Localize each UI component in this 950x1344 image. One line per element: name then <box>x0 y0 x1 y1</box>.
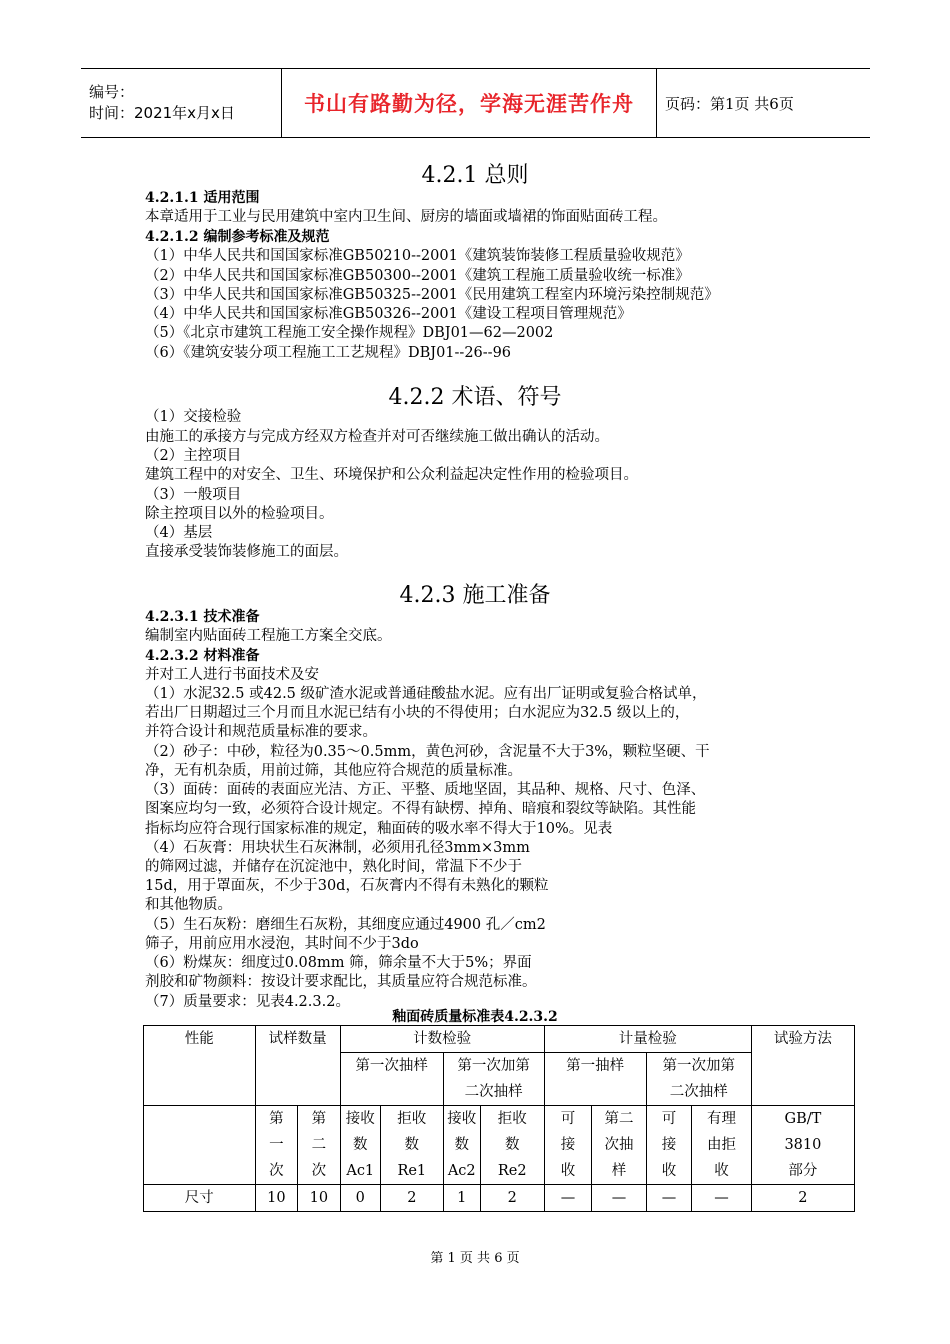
term-line: 直接承受装饰装修施工的面层。 <box>145 544 348 560</box>
reference-item: （2）中华人民共和国国家标准GB50300--2001《建筑工程施工质量验收统一标准》 <box>145 268 690 284</box>
section-title-422: 4.2.2 术语、符号 <box>388 385 562 410</box>
subheading-4231: 4.2.3.1 技术准备 <box>145 609 260 625</box>
table-cell: 第二 次抽 样 <box>592 1106 646 1185</box>
table-cell: 第 一 次 <box>255 1106 298 1185</box>
material-line: （4）石灰膏：用块状生石灰淋制，必须用孔径3mm×3mm <box>145 840 530 856</box>
table-cell: — <box>544 1185 592 1212</box>
table-row <box>144 1185 855 1212</box>
table-subheader-row <box>144 1106 855 1185</box>
term-line: （1）交接检验 <box>145 409 242 425</box>
term-line: 建筑工程中的对安全、卫生、环境保护和公众利益起决定性作用的检验项目。 <box>145 467 638 483</box>
col-header-second-sampling: 第一次加第 二次抽样 <box>443 1053 544 1106</box>
term-line: （2）主控项目 <box>145 448 242 464</box>
header-meta <box>81 69 282 137</box>
table-cell: 10 <box>255 1185 298 1212</box>
col-header-first-sampling: 第一次抽样 <box>340 1053 443 1106</box>
table-cell: 尺寸 <box>144 1185 256 1212</box>
material-line: 图案应均匀一致，必须符合设计规定。不得有缺楞、掉角、暗痕和裂纹等缺陷。其性能 <box>145 801 696 817</box>
table-cell: — <box>692 1185 752 1212</box>
table-cell: 有理 由拒 收 <box>692 1106 752 1185</box>
table-cell: 2 <box>751 1185 854 1212</box>
subheading-4232: 4.2.3.2 材料准备 <box>145 648 260 664</box>
reference-item: （5）《北京市建筑工程施工安全操作规程》DBJ01—62—2002 <box>145 325 554 341</box>
subheading-4211: 4.2.1.1 适用范围 <box>145 190 260 206</box>
material-line: 净，无有机杂质，用前过筛，其他应符合规范的质量标准。 <box>145 763 522 779</box>
table-cell: 可 接 收 <box>646 1106 692 1185</box>
material-line: 15d，用于罩面灰，不少于30d，石灰膏内不得有未熟化的颗粒 <box>145 878 549 894</box>
col-header-sample-qty: 试样数量 <box>255 1026 340 1106</box>
table-cell: 0 <box>340 1185 380 1212</box>
table-header-row <box>144 1026 855 1053</box>
page-footer: 第 1 页 共 6 页 <box>430 1251 520 1266</box>
material-line: 剂胶和矿物颜料：按设计要求配比，其质量应符合规范标准。 <box>145 974 537 990</box>
quality-standard-table <box>143 1025 855 1212</box>
reference-item: （4）中华人民共和国国家标准GB50326--2001《建设工程项目管理规范》 <box>145 306 632 322</box>
table-cell: 10 <box>298 1185 341 1212</box>
header-motto-cell <box>282 69 657 137</box>
reference-item: （6）《建筑安装分项工程施工工艺规程》DBJ01--26--96 <box>145 345 512 361</box>
table-cell: 2 <box>480 1185 544 1212</box>
page-header <box>81 68 870 138</box>
col-header-measure-inspection: 计量检验 <box>544 1026 751 1053</box>
paragraph-scope: 本章适用于工业与民用建筑中室内卫生间、厨房的墙面或墙裙的饰面贴面砖工程。 <box>145 209 667 225</box>
doc-number-label: 编号： <box>89 83 135 101</box>
reference-item: （1）中华人民共和国国家标准GB50210--2001《建筑装饰装修工程质量验收规范》 <box>145 248 690 264</box>
table-cell: 2 <box>380 1185 443 1212</box>
table-cell: 接收 数Ac2 <box>443 1106 480 1185</box>
table-cell <box>144 1106 256 1185</box>
table-cell: 1 <box>443 1185 480 1212</box>
material-line: （2）砂子：中砂，粒径为0.35～0.5mm，黄色河砂，含泥量不大于3%，颗粒坚硬、干 <box>145 744 710 760</box>
table-cell: 第 二 次 <box>298 1106 341 1185</box>
col-header-measure-second: 第一次加第 二次抽样 <box>646 1053 751 1106</box>
material-line: （7）质量要求：见表4.2.3.2。 <box>145 994 350 1010</box>
material-line: （5）生石灰粉：磨细生石灰粉，其细度应通过4900 孔／cm2 <box>145 917 546 933</box>
material-line: 筛子，用前应用水浸泡，其时间不少于3do <box>145 936 419 952</box>
col-header-performance: 性能 <box>144 1026 256 1106</box>
material-line: 若出厂日期超过三个月而且水泥已结有小块的不得使用；白水泥应为32.5 级以上的， <box>145 705 690 721</box>
material-line: 和其他物质。 <box>145 897 232 913</box>
header-motto: 书山有路勤为径，学海无涯苦作舟 <box>304 92 634 116</box>
material-line: 并对工人进行书面技术及安 <box>145 667 319 683</box>
table-cell: 拒收 数 Re1 <box>380 1106 443 1185</box>
col-header-test-method: 试验方法 <box>751 1026 854 1106</box>
table-cell: 可 接 收 <box>544 1106 592 1185</box>
paragraph-tech-prep: 编制室内贴面砖工程施工方案全交底。 <box>145 628 392 644</box>
material-line: 的筛网过滤，并储存在沉淀池中，熟化时间，常温下不少于 <box>145 859 522 875</box>
material-line: 指标均应符合现行国家标准的规定，釉面砖的吸水率不得大于10%。见表 <box>145 821 613 837</box>
table-cell: GB/T 3810 部分 <box>751 1106 854 1185</box>
term-line: （4）基层 <box>145 525 213 541</box>
table-cell: — <box>592 1185 646 1212</box>
col-header-count-inspection: 计数检验 <box>340 1026 544 1053</box>
doc-date: 时间：2021年x月x日 <box>89 104 235 122</box>
subheading-4212: 4.2.1.2 编制参考标准及规范 <box>145 229 330 245</box>
header-page-info: 页码：第1页 共6页 <box>665 94 794 113</box>
material-line: （3）面砖：面砖的表面应光洁、方正、平整、质地坚固，其品种、规格、尺寸、色泽、 <box>145 782 706 798</box>
section-title-423: 4.2.3 施工准备 <box>399 583 551 608</box>
term-line: （3）一般项目 <box>145 487 242 503</box>
col-header-measure-first: 第一抽样 <box>544 1053 646 1106</box>
table-title: 釉面砖质量标准表4.2.3.2 <box>392 1009 558 1025</box>
material-line: 并符合设计和规范质量标准的要求。 <box>145 724 377 740</box>
table-cell: — <box>646 1185 692 1212</box>
material-line: （1）水泥32.5 或42.5 级矿渣水泥或普通硅酸盐水泥。应有出厂证明或复验合格试单， <box>145 686 707 702</box>
material-line: （6）粉煤灰：细度过0.08mm 筛，筛余量不大于5%；界面 <box>145 955 532 971</box>
table-cell: 拒收 数 Re2 <box>480 1106 544 1185</box>
term-line: 除主控项目以外的检验项目。 <box>145 506 334 522</box>
reference-item: （3）中华人民共和国国家标准GB50325--2001《民用建筑工程室内环境污染控制规范》 <box>145 287 719 303</box>
term-line: 由施工的承接方与完成方经双方检查并对可否继续施工做出确认的活动。 <box>145 429 609 445</box>
table-cell: 接收 数 Ac1 <box>340 1106 380 1185</box>
section-title-421: 4.2.1 总则 <box>421 163 529 188</box>
